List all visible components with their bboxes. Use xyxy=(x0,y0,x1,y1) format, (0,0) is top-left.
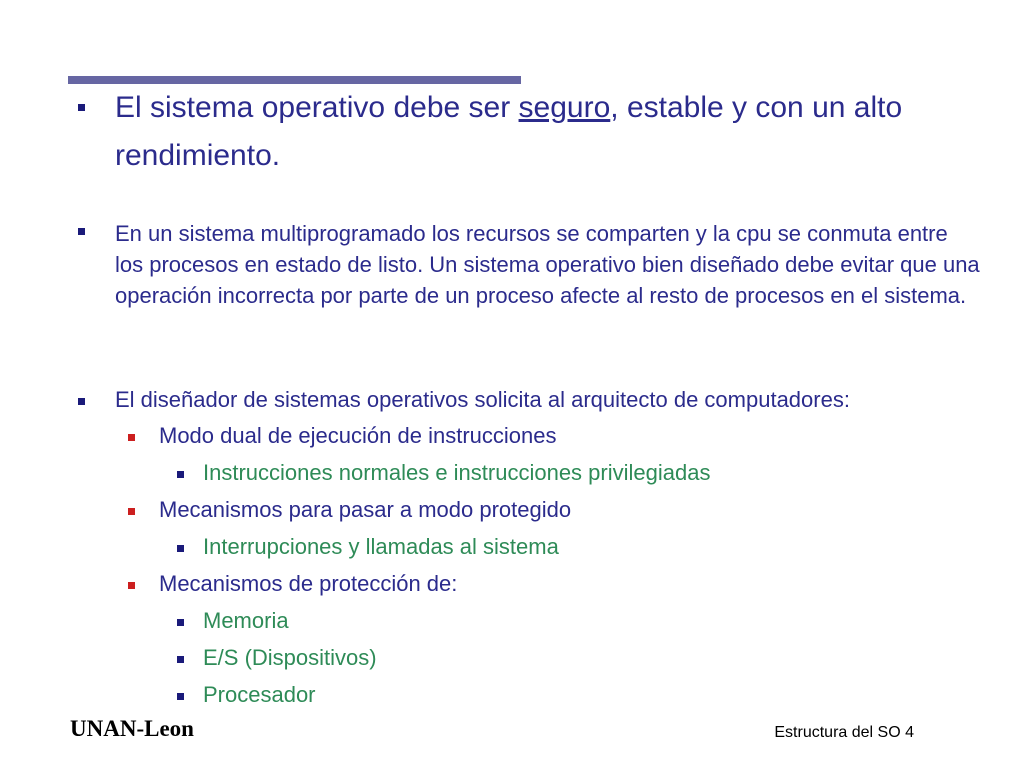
sub-sub-bullet-marker xyxy=(177,656,184,663)
sub-sub-bullet-3a-text: Memoria xyxy=(203,608,289,633)
sub-bullet-2-text: Mecanismos para pasar a modo protegido xyxy=(159,497,572,522)
sub-sub-bullet-3b-text: E/S (Dispositivos) xyxy=(203,645,377,670)
sub-sub-bullet-marker xyxy=(177,471,184,478)
sub-sub-bullet-1a-text: Instrucciones normales e instrucciones privilegiadas xyxy=(203,460,711,485)
underlined-word: seguro xyxy=(518,91,611,124)
bullet-1-text: El sistema operativo debe ser seguro, estable y con un alto rendimiento. xyxy=(115,91,903,172)
sub-bullet-1-text: Modo dual de ejecución de instrucciones xyxy=(159,423,557,448)
sub-bullet-marker xyxy=(128,508,135,515)
title-accent-bar xyxy=(68,76,521,84)
sub-sub-bullet-2a-text: Interrupciones y llamadas al sistema xyxy=(203,534,559,559)
sub-sub-bullet-marker xyxy=(177,545,184,552)
footer-organization: UNAN-Leon xyxy=(70,716,194,741)
bullet-marker xyxy=(78,398,85,405)
bullet-marker xyxy=(78,104,85,111)
bullet-marker xyxy=(78,228,85,235)
sub-bullet-marker xyxy=(128,582,135,589)
sub-sub-bullet-marker xyxy=(177,693,184,700)
bullet-2-text: En un sistema multiprogramado los recursos se comparten y la cpu se conmuta entre los procesos en estado de listo. Un sistema operativo bien diseñado debe evitar que una operación incorrecta por parte de un proceso afecte al resto de procesos en el sistema. xyxy=(115,221,980,308)
sub-bullet-3-text: Mecanismos de protección de: xyxy=(159,571,458,596)
footer-page-label: Estructura del SO 4 xyxy=(774,724,914,741)
sub-sub-bullet-3c-text: Procesador xyxy=(203,682,316,707)
sub-sub-bullet-marker xyxy=(177,619,184,626)
sub-bullet-marker xyxy=(128,434,135,441)
bullet-3-text: El diseñador de sistemas operativos solicita al arquitecto de computadores: xyxy=(115,387,850,412)
